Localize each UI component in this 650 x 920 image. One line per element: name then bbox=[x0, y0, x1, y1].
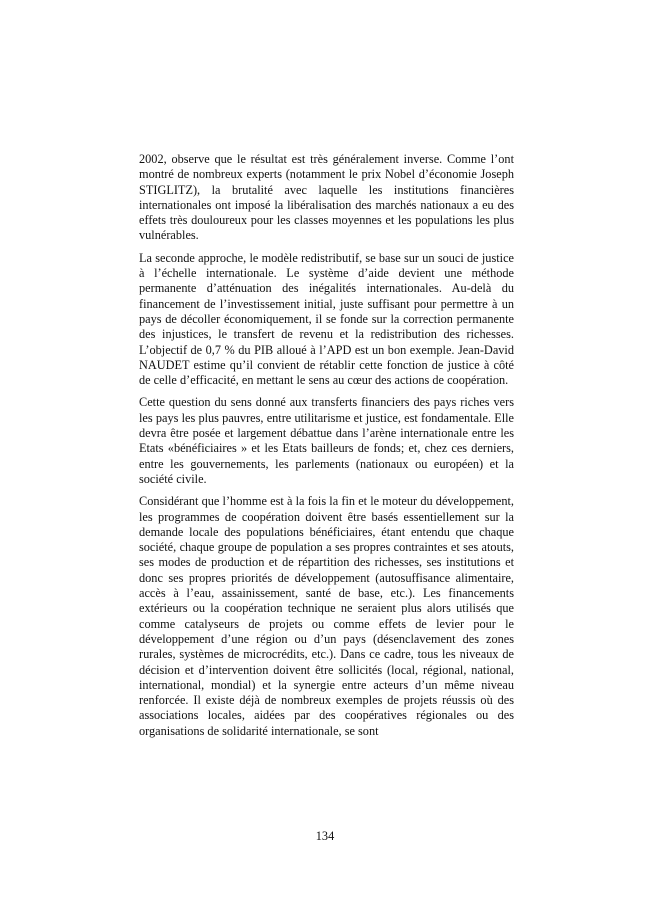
paragraph-2: La seconde approche, le modèle redistributif, se base sur un souci de justice à l’échelle internationale. Le système d’aide devient une méthode permanente d’atténuation des inégalités internationales. Au-delà du financement de l’investissement initial, juste suffisant pour permettre à un pays de décoller économiquement, il se fonde sur la correction permanente des injustices, le transfert de revenu et la redistribution des richesses. L’objectif de 0,7 % du PIB alloué à l’APD est un bon exemple. Jean-David NAUDET estime qu’il convient de rétablir cette fonction de justice à côté de celle d’efficacité, en mettant le sens au cœur des actions de coopération. bbox=[139, 250, 514, 388]
paragraph-1: 2002, observe que le résultat est très généralement inverse. Comme l’ont montré de nombreux experts (notamment le prix Nobel d’économie Joseph STIGLITZ), la brutalité avec laquelle les institutions financières internationales ont imposé la libéralisation des marchés nationaux a eu des effets très douloureux pour les classes moyennes et les populations les plus vulnérables. bbox=[139, 152, 514, 243]
paragraph-3: Cette question du sens donné aux transferts financiers des pays riches vers les pays les plus pauvres, entre utilitarisme et justice, est fondamentale. Elle devra être posée et largement débattue dans l’arène internationale entre les Etats «bénéficiaires » et les Etats bailleurs de fonds; et, chez ces derniers, entre les gouvernements, les parlements (nationaux ou européen) et la société civile. bbox=[139, 395, 514, 486]
body-text bbox=[139, 152, 514, 746]
paragraph-4: Considérant que l’homme est à la fois la fin et le moteur du développement, les programmes de coopération doivent être basés essentiellement sur la demande locale des populations bénéficiaires, étant entendu que chaque société, chaque groupe de population a ses propres contraintes et ses atouts, ses modes de production et de répartition des richesses, ses institutions et donc ses propres priorités de développement (autosuffisance alimentaire, accès à l’eau, assainissement, santé de base, etc.). Les financements extérieurs ou la coopération technique ne seraient plus alors utilisés que comme catalyseurs de projets ou comme effets de levier pour le développement d’une région ou d’un pays (désenclavement des zones rurales, systèmes de microcrédits, etc.). Dans ce cadre, tous les niveaux de décision et d’intervention doivent être sollicités (local, régional, national, international, mondial) et la synergie entre acteurs d’un même niveau renforcée. Il existe déjà de nombreux exemples de projets réussis où des associations locales, aidées par des coopératives régionales ou des organisations de solidarité internationale, se sont bbox=[139, 494, 514, 738]
page-number: 134 bbox=[315, 829, 335, 843]
